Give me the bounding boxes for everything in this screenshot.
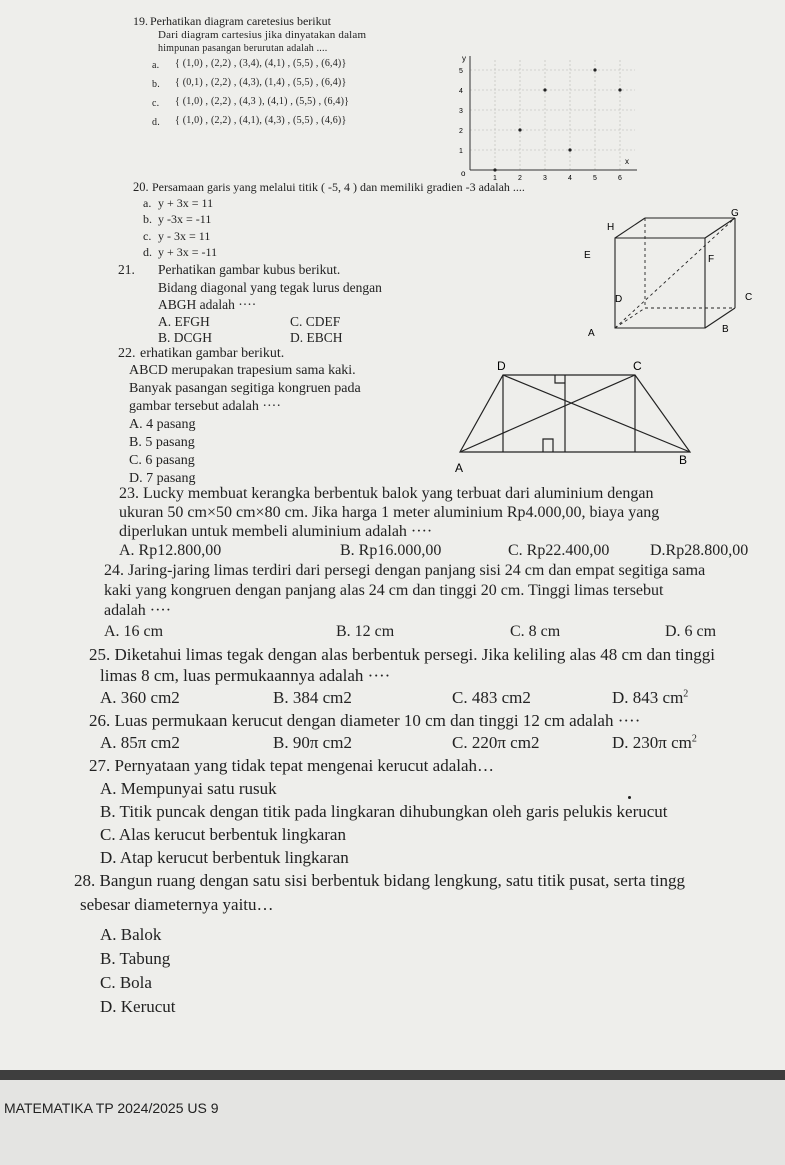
point [543, 88, 546, 91]
q20-a-text: y + 3x = 11 [158, 196, 214, 210]
q21-line3: ABGH adalah ···· [158, 297, 257, 312]
y-tick-5: 5 [459, 68, 463, 75]
q27-option-b: B. Titik puncak dengan titik pada lingkaran dihubungkan oleh garis pelukis kerucut [100, 802, 668, 821]
q24-option-c: C. 8 cm [510, 623, 561, 640]
q28-option-a: A. Balok [100, 925, 162, 944]
q19-b-text: { (0,1) , (2,2) , (4,3), (1,4) , (5,5) , (6,4)} [175, 77, 347, 88]
trapezoid-figure [445, 360, 715, 480]
q24-option-b: B. 12 cm [336, 623, 395, 640]
q22-option-d: D. 7 pasang [129, 471, 196, 486]
q25-option-b: B. 384 cm2 [273, 688, 352, 707]
point [568, 148, 571, 151]
q19-line1: Perhatikan diagram caretesius berikut [150, 14, 331, 28]
cube-vertex-e: E [584, 250, 591, 261]
q19-number: 19. [133, 14, 148, 28]
q23-line2: ukuran 50 cm×50 cm×80 cm. Jika harga 1 meter aluminium Rp4.000,00, biaya yang [119, 504, 660, 521]
q19-a-label: a. [152, 60, 160, 71]
q23-option-b: B. Rp16.000,00 [340, 542, 442, 559]
q25-option-d: D. 843 $cm^2$ [612, 688, 689, 707]
x-tick-2: 2 [518, 175, 522, 182]
q24-line1: 24. Jaring-jaring limas terdiri dari persegi dengan panjang sisi 24 cm dan empat segitiga sama [104, 562, 706, 579]
q26-option-b: B. 90π cm2 [273, 733, 352, 752]
y-tick-3: 3 [459, 108, 463, 115]
q22-option-b: B. 5 pasang [129, 435, 195, 450]
cube-vertex-f: F [708, 254, 715, 265]
q20-d-label: d. [143, 245, 152, 259]
q23-line1: 23. Lucky membuat kerangka berbentuk balok yang terbuat dari aluminium dengan [119, 485, 654, 502]
x-tick-6: 6 [618, 175, 622, 182]
q20-a-label: a. [143, 196, 152, 210]
cube-vertex-b: B [722, 324, 729, 335]
q27-option-d: D. Atap kerucut berbentuk lingkaran [100, 848, 349, 867]
q19-d-label: d. [152, 117, 160, 128]
q27-line1: 27. Pernyataan yang tidak tepat mengenai kerucut adalah… [89, 756, 495, 775]
q25-line1: 25. Diketahui limas tegak dengan alas berbentuk persegi. Jika keliling alas 48 cm dan tinggi [89, 645, 716, 664]
q24-line3: adalah ···· [104, 602, 172, 619]
x-tick-4: 4 [568, 175, 572, 182]
x-tick-3: 3 [543, 175, 547, 182]
q22-line1: erhatikan gambar berikut. [140, 346, 285, 361]
trap-vertex-c: C [633, 359, 642, 373]
q21-option-c: C. CDEF [290, 314, 341, 329]
q20-b-text: y -3x = -11 [158, 212, 212, 226]
cartesian-diagram [445, 52, 640, 180]
q22-line3: Banyak pasangan segitiga kongruen pada [129, 381, 361, 396]
q19-b-label: b. [152, 79, 160, 90]
q19-c-text: { (1,0) , (2,2) , (4,3 ), (4,1) , (5,5) , (6,4)} [175, 96, 350, 107]
point [593, 68, 596, 71]
q23-option-a: A. Rp12.800,00 [119, 542, 222, 559]
q24-option-d: D. 6 cm [665, 623, 717, 640]
q23-option-d: D.Rp28.800,00 [650, 542, 749, 559]
x-tick-1: 1 [493, 175, 497, 182]
origin-label: o [461, 169, 466, 178]
q22-option-a: A. 4 pasang [129, 417, 196, 432]
x-tick-5: 5 [593, 175, 597, 182]
point [493, 168, 496, 171]
cube-vertex-d: D [615, 294, 623, 305]
q19-line2: Dari diagram cartesius jika dinyatakan dalam [158, 29, 367, 41]
q21-line2: Bidang diagonal yang tegak lurus dengan [158, 280, 382, 295]
q19-d-text: { (1,0) , (2,2) , (4,1), (4,3) , (5,5) , (4,6)} [175, 115, 347, 126]
cube-vertex-h: H [607, 222, 615, 233]
q21-option-d: D. EBCH [290, 330, 343, 345]
cube-vertex-c: C [745, 292, 753, 303]
q25-option-c: C. 483 cm2 [452, 688, 531, 707]
ink-dot [628, 796, 631, 799]
q23-option-c: C. Rp22.400,00 [508, 542, 610, 559]
q24-option-a: A. 16 cm [104, 623, 164, 640]
q28-option-d: D. Kerucut [100, 997, 176, 1016]
trap-vertex-a: A [455, 461, 464, 475]
q19-line3: himpunan pasangan berurutan adalah .... [158, 43, 328, 54]
q22-number: 22. [118, 346, 136, 361]
q27-option-a: A. Mempunyai satu rusuk [100, 779, 277, 798]
q20-c-label: c. [143, 229, 152, 243]
cube-vertex-a: A [588, 328, 595, 339]
q21-number: 21. [118, 262, 135, 277]
q26-option-d: D. 230π $cm^2$ [612, 733, 697, 752]
q27-option-c: C. Alas kerucut berbentuk lingkaran [100, 825, 346, 844]
q20-b-label: b. [143, 212, 152, 226]
q20-d-text: y + 3x = -11 [158, 245, 218, 259]
cube-vertex-g: G [731, 208, 739, 219]
q28-option-b: B. Tabung [100, 949, 171, 968]
x-axis-label: x [625, 157, 629, 166]
q20-question: Persamaan garis yang melalui titik ( -5, 4 ) dan memiliki gradien -3 adalah .... [152, 180, 525, 194]
q20-number: 20. [133, 180, 149, 194]
trap-vertex-d: D [497, 359, 506, 373]
y-tick-2: 2 [459, 128, 463, 135]
q26-option-c: C. 220π cm2 [452, 733, 540, 752]
q22-line4: gambar tersebut adalah ···· [129, 399, 281, 414]
q21-option-b: B. DCGH [158, 330, 213, 345]
y-axis-label: y [462, 54, 466, 63]
y-tick-4: 4 [459, 88, 463, 95]
q22-line2: ABCD merupakan trapesium sama kaki. [129, 363, 356, 378]
q19-a-text: { (1,0) , (2,2) , (3,4), (4,1) , (5,5) , (6,4)} [175, 58, 347, 69]
footer-bar [0, 1070, 785, 1080]
q20-c-text: y - 3x = 11 [158, 229, 211, 243]
trap-vertex-b: B [679, 453, 688, 467]
cube-figure [585, 200, 760, 350]
q26-line1: 26. Luas permukaan kerucut dengan diameter 10 cm dan tinggi 12 cm adalah ···· [89, 711, 641, 730]
q21-line1: Perhatikan gambar kubus berikut. [158, 262, 341, 277]
point [618, 88, 621, 91]
q28-line2: sebesar diameternya yaitu… [80, 895, 274, 914]
q22-option-c: C. 6 pasang [129, 453, 195, 468]
point [518, 128, 521, 131]
q28-line1: 28. Bangun ruang dengan satu sisi berbentuk bidang lengkung, satu titik pusat, serta tingg [74, 871, 685, 890]
q19-c-label: c. [152, 98, 160, 109]
q21-option-a: A. EFGH [158, 314, 210, 329]
q23-line3: diperlukan untuk membeli aluminium adalah ···· [119, 523, 433, 540]
q25-option-a: A. 360 cm2 [100, 688, 180, 707]
y-tick-1: 1 [459, 148, 463, 155]
page-footer: MATEMATIKA TP 2024/2025 US 9 [4, 1100, 219, 1116]
q26-option-a: A. 85π cm2 [100, 733, 180, 752]
q28-option-c: C. Bola [100, 973, 152, 992]
q24-line2: kaki yang kongruen dengan panjang alas 24 cm dan tinggi 20 cm. Tinggi limas tersebut [104, 582, 664, 599]
q25-line2: limas 8 cm, luas permukaannya adalah ···· [100, 666, 391, 685]
